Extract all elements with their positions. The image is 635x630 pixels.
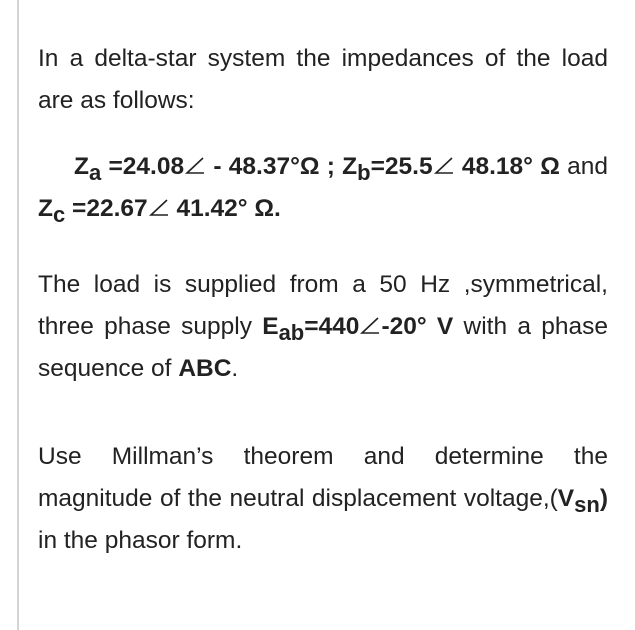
- v-subscript: sn: [574, 492, 600, 517]
- supply-text: The load is supplied from a 50 Hz ,symmetrical, three phase supply: [38, 271, 608, 340]
- intro-text: In a delta-star system the impedances of the load are as follows:: [38, 45, 608, 114]
- zb-magnitude: =25.5: [370, 153, 433, 180]
- v-close: ): [599, 485, 608, 512]
- supply-paragraph: [38, 264, 608, 390]
- za-letter: Z: [74, 153, 89, 180]
- sequence-value: ABC: [178, 355, 232, 382]
- v-letter: V: [557, 485, 575, 512]
- zc-magnitude: =22.67: [65, 195, 148, 222]
- za-magnitude: =24.08: [101, 153, 185, 180]
- zc-subscript: c: [52, 202, 66, 227]
- task-paragraph: [38, 436, 608, 562]
- and-text: and: [559, 153, 608, 180]
- angle-icon: [359, 316, 381, 336]
- e-letter: E: [262, 313, 279, 340]
- task-tail: in the phasor form.: [38, 527, 243, 554]
- sequence-end: .: [231, 355, 239, 382]
- zb-subscript: b: [357, 160, 371, 185]
- za-subscript: a: [88, 160, 102, 185]
- e-subscript: ab: [278, 320, 305, 345]
- intro-paragraph: [38, 38, 608, 122]
- e-angle: -20° V: [381, 313, 454, 340]
- za-angle: - 48.37°Ω ;: [206, 153, 343, 180]
- e-magnitude: =440: [304, 313, 360, 340]
- zb-letter: Z: [342, 153, 358, 180]
- task-text: Use Millman’s theorem and determine the magnitude of the neutral displacement voltage,(: [38, 443, 608, 512]
- sequence-text: with a phase sequence of: [38, 313, 609, 382]
- left-border-rule: [17, 0, 19, 630]
- impedance-paragraph: [38, 146, 608, 230]
- angle-icon: [433, 156, 455, 176]
- question-text: [38, 38, 608, 562]
- zb-angle: 48.18° Ω: [454, 153, 560, 180]
- zc-angle: 41.42° Ω.: [169, 195, 281, 222]
- angle-icon: [184, 156, 206, 176]
- zc-letter: Z: [38, 195, 53, 222]
- angle-icon: [148, 198, 170, 218]
